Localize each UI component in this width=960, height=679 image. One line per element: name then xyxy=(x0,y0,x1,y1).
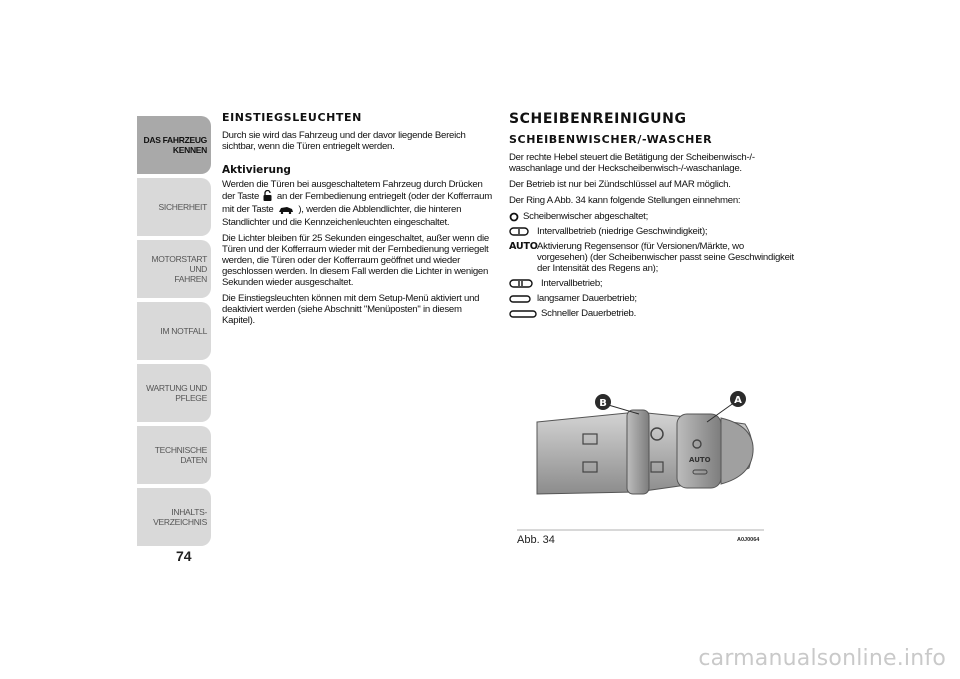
list-item-text: Aktivierung Regensensor (für Versionen/Märkte, wo vorgesehen) (der Scheibenwischer passt seine Geschwindigkeit der Intensität des Regens an); xyxy=(537,241,794,274)
right-column xyxy=(509,111,794,323)
list-item-text: Scheibenwischer abgeschaltet; xyxy=(523,211,649,222)
setup-paragraph: Die Einstiegsleuchten können mit dem Setup-Menü aktiviert und deaktiviert werden (siehe Abschnitt "Menüposten" in diesem Kapitel). xyxy=(222,293,480,326)
wiper-fast-icon xyxy=(509,308,541,319)
ring-paragraph: Der Ring A Abb. 34 kann folgende Stellungen einnehmen: xyxy=(509,195,741,206)
tab-wartung-und-pflege[interactable]: WARTUNG UND PFLEGE xyxy=(137,364,211,422)
list-item-text: Intervallbetrieb; xyxy=(541,278,603,289)
trunk-icon xyxy=(278,205,294,217)
intro-paragraph: Durch sie wird das Fahrzeug und der davor liegende Bereich sichtbar, wenn die Türen entriegelt werden. xyxy=(222,130,466,152)
activation-text-b: an der Fernbedienung entriegelt (oder der Kofferraum mit der Taste xyxy=(222,191,492,215)
list-item xyxy=(509,278,794,289)
tab-motorstart-und-fahren[interactable]: MOTORSTART UND FAHREN xyxy=(137,240,211,298)
activation-paragraph xyxy=(222,179,494,228)
ignition-paragraph: Der Betrieb ist nur bei Zündschlüssel auf MAR möglich. xyxy=(509,179,731,190)
wiper-lever-illustration xyxy=(517,382,764,532)
wiper-interval-icon xyxy=(509,226,537,237)
tab-technische-daten[interactable]: TECHNISCHE DATEN xyxy=(137,426,211,484)
tab-das-fahrzeug-kennen[interactable]: DAS FAHRZEUG KENNEN xyxy=(137,116,211,174)
list-item xyxy=(509,308,794,319)
section-title-einstiegsleuchten: EINSTIEGSLEUCHTEN xyxy=(222,111,362,124)
list-item-text: Schneller Dauerbetrieb. xyxy=(541,308,637,319)
figure-code: A0J0064 xyxy=(737,537,760,543)
callout-b-label: B xyxy=(599,398,607,409)
list-item xyxy=(509,241,794,274)
list-item-text: langsamer Dauerbetrieb; xyxy=(537,293,637,304)
activation-text-c: ), werden die Abblendlichter, die hinteren Standlichter und die Kennzeichenleuchten eingeschaltet. xyxy=(222,204,462,228)
section-title-scheibenreinigung: SCHEIBENREINIGUNG xyxy=(509,111,687,127)
list-item xyxy=(509,226,794,237)
subheading-aktivierung: Aktivierung xyxy=(222,164,291,176)
page-number: 74 xyxy=(176,548,192,564)
subsection-title-scheibenwischer: SCHEIBENWISCHER/-WASCHER xyxy=(509,133,713,146)
tab-inhaltsverzeichnis[interactable]: INHALTS- VERZEICHNIS xyxy=(137,488,211,546)
list-item xyxy=(509,293,794,304)
unlock-icon xyxy=(263,190,272,204)
wiper-interval-fast-icon xyxy=(509,278,541,289)
duration-paragraph: Die Lichter bleiben für 25 Sekunden eingeschaltet, außer wenn die Türen und der Kofferraum wieder mit der Fernbedienung verriegelt werden, die Türen oder der Kofferraum geöffnet und wieder geschlossen werden. In diesem Fall werden die Lichter in wenigen Sekunden wieder ausgeschaltet. xyxy=(222,233,489,288)
auto-position-label: AUTO xyxy=(689,456,711,464)
auto-label: AUTO xyxy=(509,241,538,252)
wiper-lever-figure xyxy=(517,382,764,544)
list-item xyxy=(509,211,794,222)
activation-text-a: Werden die Türen bei ausgeschaltetem Fahrzeug durch Drücken der Taste xyxy=(222,179,483,202)
left-column xyxy=(222,111,494,331)
tab-sicherheit[interactable]: SICHERHEIT xyxy=(137,178,211,236)
lever-paragraph: Der rechte Hebel steuert die Betätigung der Scheibenwisch-/-waschanlage und der Heckscheibenwisch-/-waschanlage. xyxy=(509,152,755,174)
figure-caption: Abb. 34 xyxy=(517,534,555,546)
list-item-text: Intervallbetrieb (niedrige Geschwindigkeit); xyxy=(537,226,708,237)
callout-a-label: A xyxy=(734,395,742,406)
watermark: carmanualsonline.info xyxy=(698,646,946,671)
wiper-slow-icon xyxy=(509,293,537,304)
tab-im-notfall[interactable]: IM NOTFALL xyxy=(137,302,211,360)
wiper-off-icon xyxy=(509,211,523,222)
